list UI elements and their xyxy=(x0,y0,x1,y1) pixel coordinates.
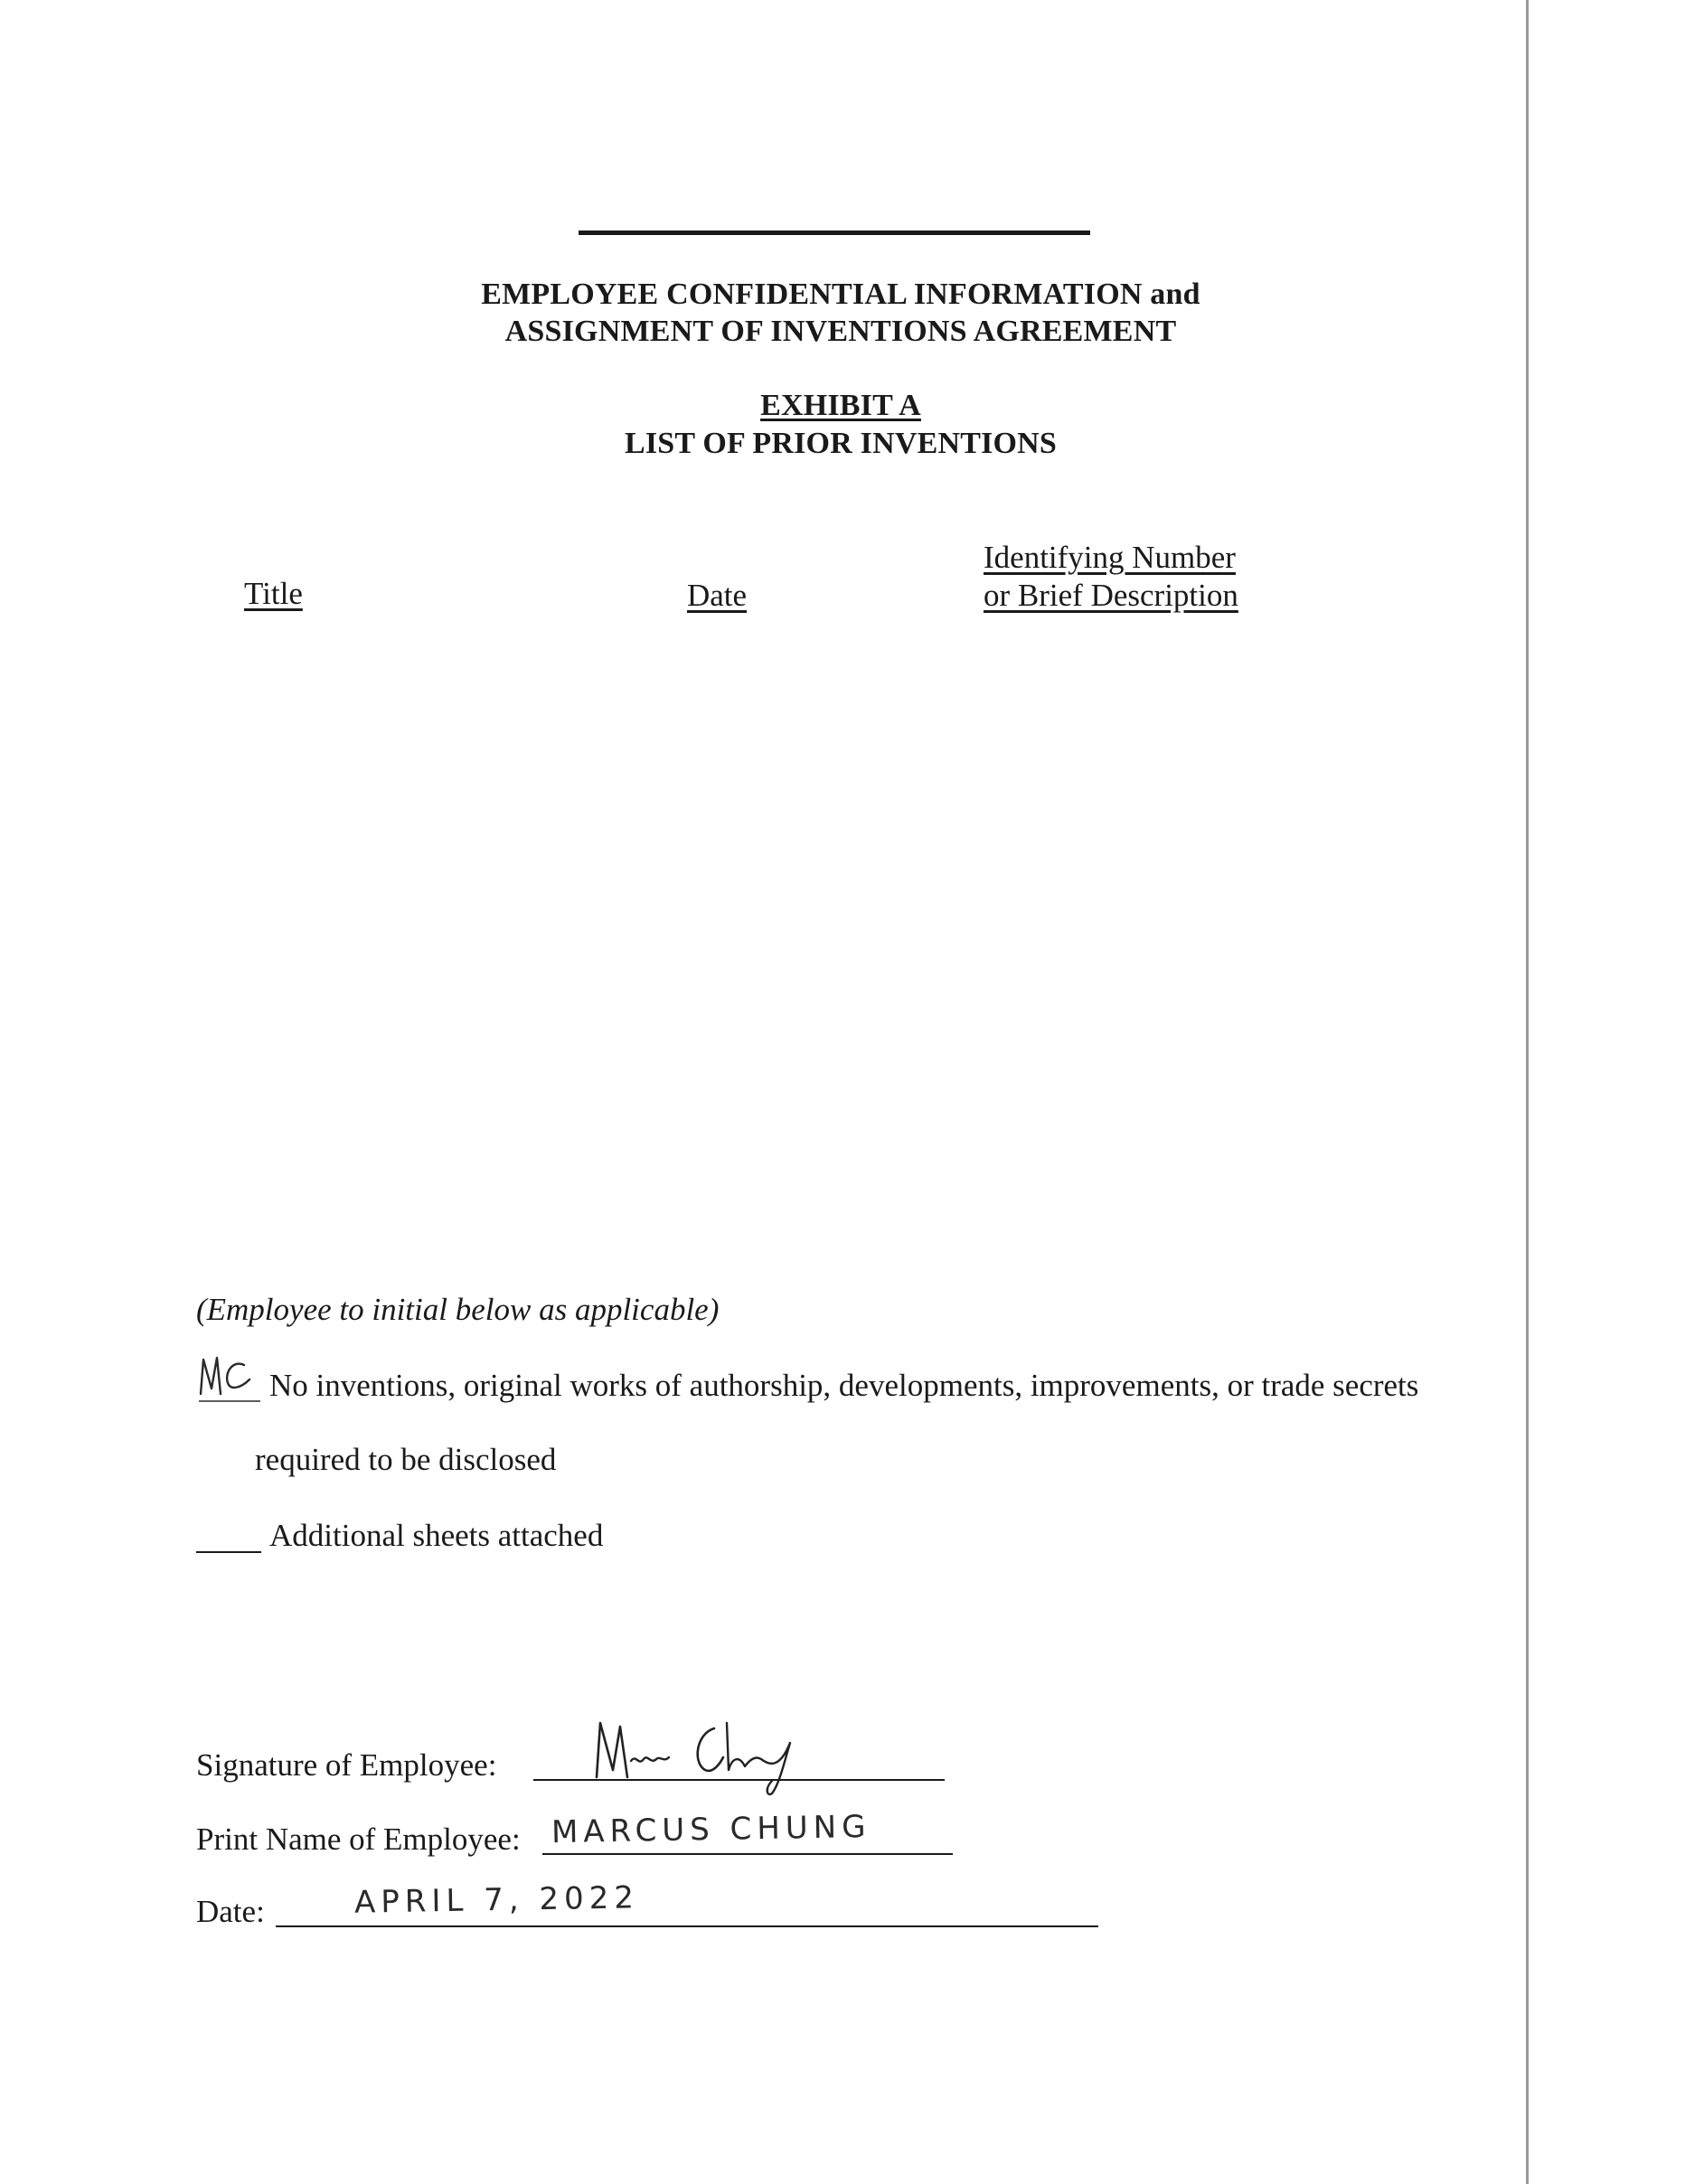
print-name-line[interactable] xyxy=(542,1853,953,1855)
print-name-value: MARCUS CHUNG xyxy=(551,1808,871,1851)
print-name-label: Print Name of Employee: xyxy=(196,1822,521,1857)
exhibit-label: EXHIBIT A xyxy=(760,389,921,422)
scan-edge-line xyxy=(1526,0,1529,2184)
column-header-title: Title xyxy=(244,576,303,611)
signature-label: Signature of Employee: xyxy=(196,1747,497,1783)
option-no-inventions-text: No inventions, original works of authorship, developments, improvements, or trade secrets xyxy=(269,1368,1419,1403)
date-line[interactable] xyxy=(276,1925,1098,1927)
date-value: APRIL 7, 2022 xyxy=(353,1879,640,1921)
employee-signature xyxy=(579,1707,850,1797)
exhibit-title: LIST OF PRIOR INVENTIONS xyxy=(624,427,1058,460)
initial-instructions: (Employee to initial below as applicable) xyxy=(196,1292,720,1327)
top-rule xyxy=(579,231,1090,235)
column-header-identifier-line-1: Identifying Number xyxy=(984,540,1236,575)
initials-mark xyxy=(197,1352,262,1403)
column-header-identifier-line-2: or Brief Description xyxy=(984,578,1238,613)
heading-line-1: EMPLOYEE CONFIDENTIAL INFORMATION and xyxy=(481,278,1200,311)
date-label: Date: xyxy=(196,1894,265,1929)
option-additional-sheets-text: Additional sheets attached xyxy=(269,1518,604,1553)
column-header-date: Date xyxy=(687,578,748,613)
signature-line[interactable] xyxy=(533,1779,945,1781)
additional-sheets-initial-blank[interactable] xyxy=(196,1551,261,1553)
heading-line-2: ASSIGNMENT OF INVENTIONS AGREEMENT xyxy=(504,315,1177,348)
option-no-inventions-text-continued: required to be disclosed xyxy=(255,1442,557,1477)
